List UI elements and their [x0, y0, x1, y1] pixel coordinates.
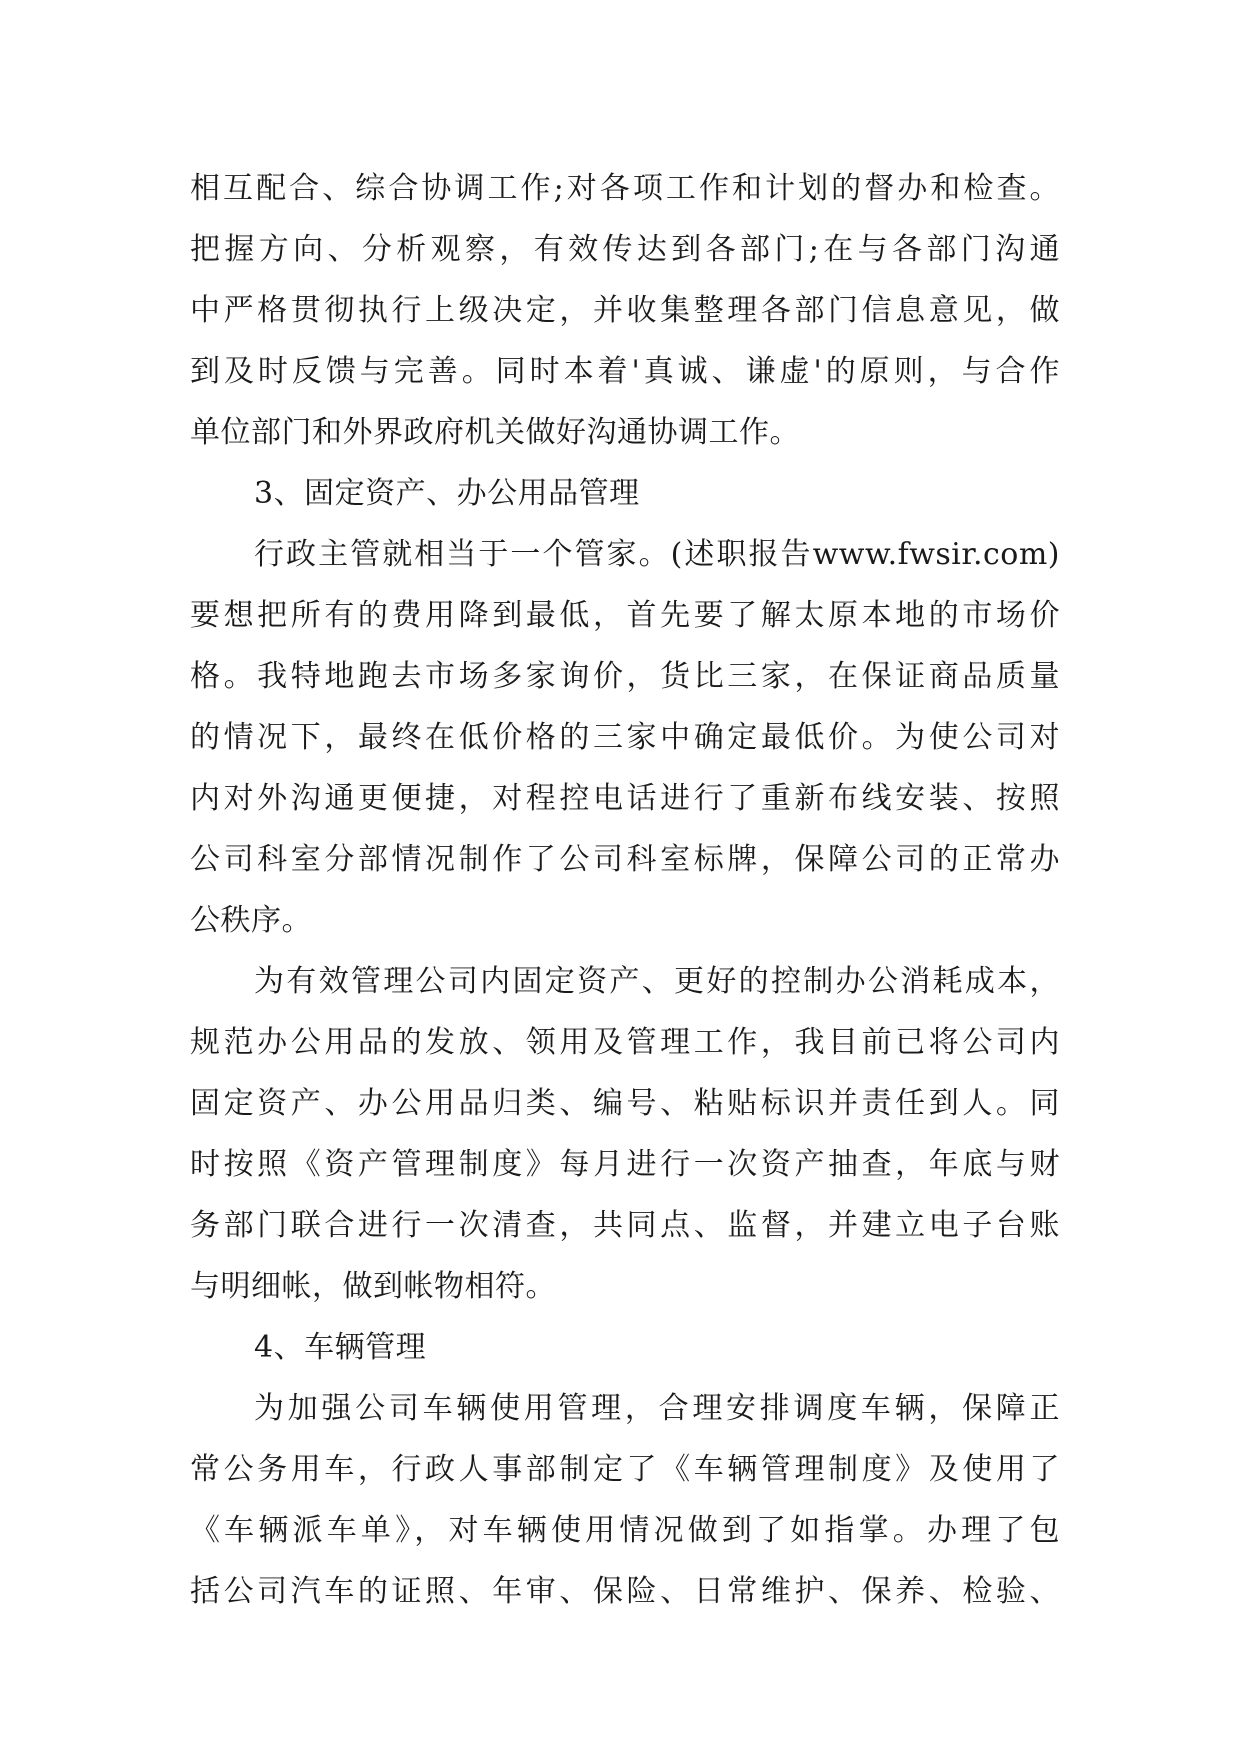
text-line: 为加强公司车辆使用管理，合理安排调度车辆，保障正	[254, 1391, 1060, 1426]
text-line: 公司科室分部情况制作了公司科室标牌，保障公司的正常办	[190, 842, 1060, 877]
text-line: 公秩序。	[190, 903, 312, 938]
text-line: 中严格贯彻执行上级决定，并收集整理各部门信息意见，做	[190, 293, 1060, 328]
text-line: 相互配合、综合协调工作;对各项工作和计划的督办和检查。	[190, 171, 1060, 206]
section-heading: 4、车辆管理	[254, 1330, 427, 1365]
text-line: 务部门联合进行一次清查，共同点、监督，并建立电子台账	[190, 1208, 1060, 1243]
text-line: 常公务用车，行政人事部制定了《车辆管理制度》及使用了	[190, 1452, 1060, 1487]
text-line: 要想把所有的费用降到最低，首先要了解太原本地的市场价	[190, 598, 1060, 633]
text-line: 的情况下，最终在低价格的三家中确定最低价。为使公司对	[190, 720, 1060, 755]
text-line: 单位部门和外界政府机关做好沟通协调工作。	[190, 415, 800, 450]
text-line: 到及时反馈与完善。同时本着'真诚、谦虚'的原则，与合作	[190, 354, 1060, 389]
document-body	[190, 158, 1060, 1622]
text-line: 把握方向、分析观察，有效传达到各部门;在与各部门沟通	[190, 232, 1060, 267]
text-line: 《车辆派车单》，对车辆使用情况做到了如指掌。办理了包	[190, 1513, 1060, 1548]
text-line: 格。我特地跑去市场多家询价，货比三家，在保证商品质量	[190, 659, 1060, 694]
text-line: 与明细帐，做到帐物相符。	[190, 1269, 556, 1304]
text-line: 为有效管理公司内固定资产、更好的控制办公消耗成本，	[254, 964, 1060, 999]
text-line: 内对外沟通更便捷，对程控电话进行了重新布线安装、按照	[190, 781, 1060, 816]
section-heading: 3、固定资产、办公用品管理	[254, 476, 640, 511]
text-line: 括公司汽车的证照、年审、保险、日常维护、保养、检验、	[190, 1574, 1060, 1609]
text-line: 固定资产、办公用品归类、编号、粘贴标识并责任到人。同	[190, 1086, 1060, 1121]
text-line: 时按照《资产管理制度》每月进行一次资产抽查，年底与财	[190, 1147, 1060, 1182]
text-line: 规范办公用品的发放、领用及管理工作，我目前已将公司内	[190, 1025, 1060, 1060]
text-line: 行政主管就相当于一个管家。(述职报告www.fwsir.com)	[254, 537, 1060, 572]
